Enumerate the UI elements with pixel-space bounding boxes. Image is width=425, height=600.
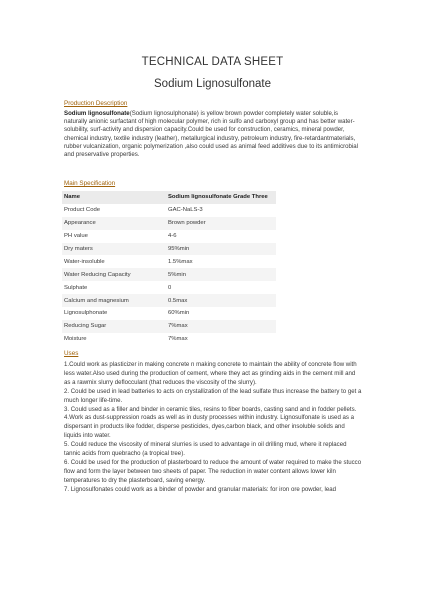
spec-header-row [62,191,276,204]
table-row [62,281,276,294]
list-item: 4.Work as dust-suppression roads as well as in dusty processes within industry. Lignosulfonate is used as a dispersant in products like fodder, disperse pesticides, dyes,carbon black, and other insoluble solids and liquids into water. [64,414,355,440]
table-row [62,230,276,243]
table-row [62,320,276,333]
spec-value: 95%min [168,246,190,252]
list-item: 1.Could work as plasticizer in making concrete n making concrete to maintain the ability of concrete flow with less water.Also used during the production of cement, where they act as grinding aids in the cement mill and as a rawmix slurry deflocculant (that reduces the viscosity of the slurry). [64,361,357,386]
spec-name: Water-insoluble [64,258,105,265]
spec-value: 7%max [168,323,188,330]
production-heading: Production Description [64,100,128,107]
spec-header-name: Name [64,194,81,201]
spec-name: Water Reducing Capacity [64,271,131,278]
spec-value: 0.5max [168,297,188,304]
spec-name: Dry maters [64,246,93,252]
spec-name: PH value [64,233,88,240]
spec-name: Lignosulphonate [64,310,108,317]
spec-value: 5%min [168,271,187,278]
spec-name: Sulphate [64,284,88,291]
spec-name: Product Code [64,207,101,214]
spec-name: Reducing Sugar [64,323,107,330]
sheet-subtitle: Sodium Lignosulfonate [154,78,271,90]
spec-table [62,191,276,346]
table-row [62,243,276,256]
table-row [62,204,276,217]
spec-name: Calcium and magnesium [64,297,129,304]
table-row [62,217,276,230]
table-row [62,294,276,307]
spec-value: 7%max [168,336,188,343]
table-row [62,307,276,320]
table-row [62,333,276,346]
list-item: 3. Could used as a filler and binder in ceramic tiles, resins to fiber boards, casting sand and in fodder pellets. [64,405,357,413]
spec-heading: Main Specification [64,180,116,187]
spec-header-grade: Sodium lignosulfonate Grade Three [168,194,268,201]
spec-name: Moisture [64,336,87,343]
table-row [62,255,276,268]
uses-list [64,361,362,495]
spec-value: Brown powder [168,220,206,227]
list-item: 7. Lignosulfonates could work as a binder of powder and granular materials: for iron ore powder, lead [64,485,337,493]
product-name: Sodium lignosulfonate [64,110,130,117]
spec-name: Appearance [64,220,96,227]
production-description [64,110,362,159]
spec-value: 4-6 [168,233,177,240]
spec-value: GAC-NaLS-3 [168,207,203,214]
list-item: 5. Could reduce the viscosity of mineral slurries is used to advantage in oil drilling mud, where it replaced tannic acids from quebracho (a tropical tree). [64,441,347,458]
spec-value: 60%min [168,310,190,317]
uses-heading: Uses [64,350,79,357]
list-item: 2. Could be used in lead batteries to acts on crystallization of the lead sulfate thus increase the battery to get a much longer life-time. [64,387,362,404]
spec-value: 0 [168,284,172,291]
table-row [62,268,276,281]
sheet-title: TECHNICAL DATA SHEET [141,56,284,68]
spec-value: 1.5%max [168,258,193,265]
production-text: (Sodium lignosulphonate) is yellow brown powder completely water soluble,is naturally anionic surfactant of high molecular polymer, rich in sulfo and carboxyl group and has better water-solubility, surf-activity and dispersion capacity.Could be used for construction, ceramics, mineral powder, chemical industry, textile industry (leather), metallurgical industry, petroleum industry, fire-retardantmaterials, rubber vulcanization, organic polymerization ,also could used as animal feed additives due to its antimicrobial and preservative properties. [64,110,359,159]
list-item: 6. Could be used for the production of plasterboard to reduce the amount of water required to make the stucco flow and form the layer between two sheets of paper. The reduction in water content allows lower kiln temperatures to dry the plasterboard, saving energy. [64,458,362,484]
